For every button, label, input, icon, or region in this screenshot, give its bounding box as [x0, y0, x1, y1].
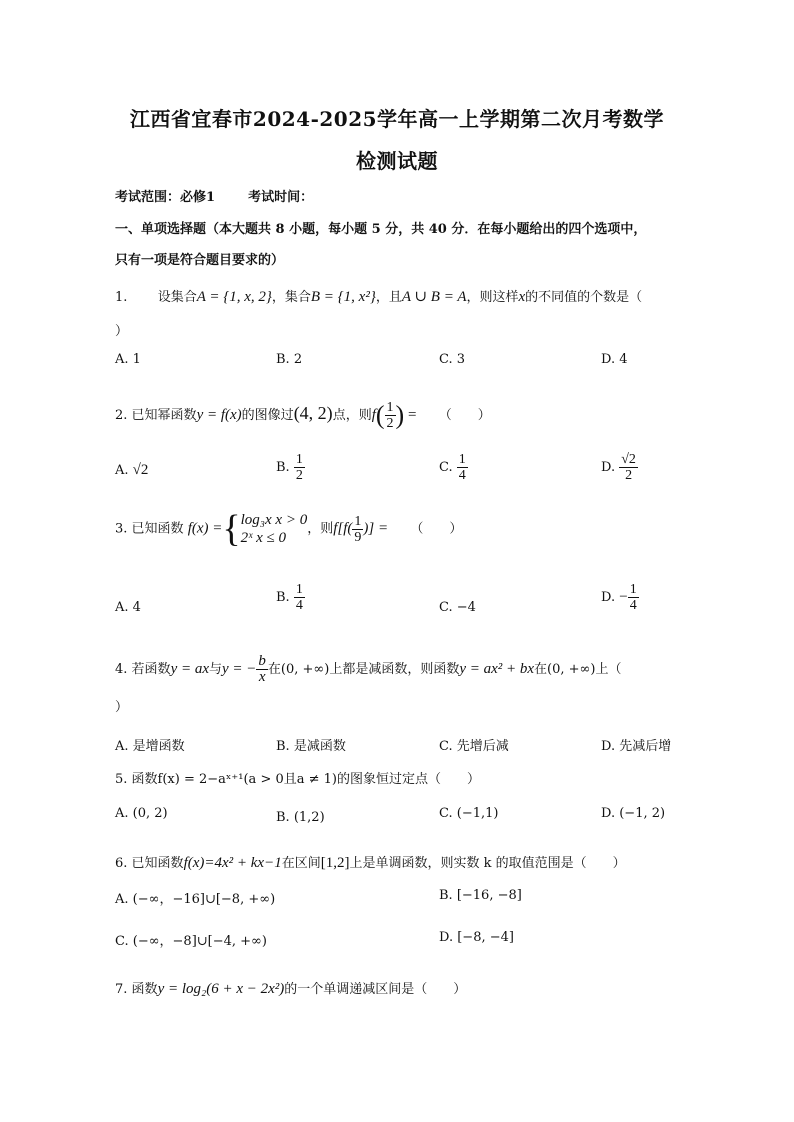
numerator: 1	[295, 582, 303, 597]
option-label: B.	[276, 460, 290, 475]
question-3	[115, 510, 754, 548]
question-3-number: 3.	[115, 521, 128, 537]
question-6-text: 已知函数	[131, 856, 184, 871]
question-1-text: 设集合	[157, 290, 197, 305]
question-5-text: 函数f(x) = 2−aˣ⁺¹(a > 0且a ≠ 1)的图象恒过定点（ ）	[131, 772, 480, 787]
denominator: 2	[386, 416, 394, 431]
question-7-text: 函数	[131, 982, 158, 997]
exam-title-line1: 江西省宜春市2024-2025学年高一上学期第二次月考数学	[129, 107, 665, 131]
piecewise-cases	[241, 511, 308, 547]
q4-option-b[interactable]: B. 是减函数	[276, 739, 346, 754]
question-4-close-paren: ）	[115, 700, 129, 715]
q4-option-a[interactable]: A. 是增函数	[115, 739, 185, 754]
case-1: log₃x x > 0	[240, 512, 308, 528]
question-6-text: 在区间	[281, 856, 321, 871]
option-fraction	[628, 582, 639, 613]
q1-option-c[interactable]: C. 3	[439, 352, 466, 367]
fraction	[256, 654, 268, 685]
quadratic-function: f(x)=4x² + kx−1	[183, 855, 282, 871]
option-label: A.	[115, 463, 129, 478]
minus-sign: −	[619, 589, 628, 605]
variable-x: x	[518, 289, 526, 305]
power-function: y = f(x)	[196, 407, 242, 423]
q6-option-b[interactable]: B. [−16, −8]	[439, 888, 522, 903]
q2-option-b[interactable]	[276, 452, 305, 483]
set-a: A = {1, x, 2}	[196, 289, 272, 305]
log-function: y = log₂(6 + x − 2x²)	[157, 981, 285, 997]
q2-option-c[interactable]	[439, 452, 468, 483]
q3-option-b[interactable]	[276, 582, 305, 613]
denominator: 9	[354, 529, 362, 545]
fraction	[352, 514, 363, 545]
question-1-text: ，集合	[271, 290, 311, 305]
case-2: 2ˣ x ≤ 0	[240, 530, 287, 546]
equals: =	[404, 407, 417, 423]
question-6	[115, 852, 754, 872]
option-value: √2	[132, 462, 149, 478]
question-5	[115, 768, 754, 787]
section-heading-b: 只有一项是符合题目要求的）	[115, 253, 285, 268]
q2-option-d[interactable]	[601, 452, 638, 483]
question-2-text: 已知幂函数	[131, 408, 197, 423]
q4-option-d[interactable]: D. 先减后增	[601, 739, 672, 754]
numerator: 1	[354, 513, 362, 529]
numerator: 1	[386, 400, 394, 415]
left-paren: (	[375, 400, 385, 430]
q1-option-a[interactable]: A. 1	[115, 352, 141, 367]
question-4-text: 在(0, +∞)上都是减函数，则函数	[267, 662, 460, 677]
question-1-text: ，且	[375, 290, 402, 305]
numerator: 1	[458, 452, 466, 467]
option-fraction	[457, 452, 468, 483]
section-heading-a: 一、单项选择题（本大题共 8 小题，每小题 5 分，共 40 分．在每小题给出的四个选项中，	[115, 222, 647, 237]
question-2	[115, 400, 754, 431]
q6-option-c[interactable]: C. (−∞，−8]∪[−4, +∞)	[115, 934, 267, 949]
question-4-text: 在(0, +∞)上（	[534, 662, 622, 677]
q6-option-d[interactable]: D. [−8, −4]	[439, 930, 514, 945]
answer-paren: （ ）	[410, 521, 463, 537]
question-6-text: 上是单调函数，则实数 k 的取值范围是（ ）	[349, 856, 626, 871]
interval: [1,2]	[320, 855, 350, 871]
denominator: x	[258, 669, 266, 685]
option-label: D.	[601, 460, 616, 475]
piecewise-function-name: f(x) =	[187, 520, 223, 537]
denominator: 4	[295, 598, 303, 613]
numerator: 1	[295, 452, 303, 467]
union-condition: A ∪ B = A	[401, 289, 467, 305]
q3-option-c[interactable]: C. −4	[439, 600, 476, 615]
question-1-close-paren: ）	[115, 324, 129, 339]
function-ax: y = ax	[170, 661, 209, 677]
option-label: C.	[439, 460, 453, 475]
question-4-text: 若函数	[131, 662, 171, 677]
denominator: 4	[629, 598, 637, 613]
q3-option-a[interactable]: A. 4	[115, 600, 141, 615]
q1-option-d[interactable]: D. 4	[601, 352, 628, 367]
fraction	[385, 400, 396, 431]
exam-scope: 考试范围：必修1	[115, 190, 216, 205]
option-fraction	[294, 452, 305, 483]
q5-option-a[interactable]: A. (0, 2)	[115, 806, 168, 821]
question-1-text: ，则这样	[466, 290, 519, 305]
question-6-number: 6.	[115, 856, 128, 871]
question-7-text: 的一个单调递减区间是（ ）	[284, 982, 467, 997]
question-3-text: 已知函数	[131, 521, 184, 537]
left-brace: {	[222, 508, 241, 550]
q5-option-b[interactable]: B. (1,2)	[276, 810, 325, 825]
option-fraction	[294, 582, 305, 613]
composite-close: )] =	[363, 520, 389, 537]
q5-option-d[interactable]: D. (−1, 2)	[601, 806, 666, 821]
option-label: B.	[276, 590, 290, 605]
option-label: D.	[601, 590, 616, 605]
composite-f: f[f(	[333, 520, 353, 537]
answer-paren: （ ）	[438, 408, 491, 423]
denominator: 2	[295, 468, 303, 483]
function-b-over-x: y = −	[222, 661, 257, 677]
q5-option-c[interactable]: C. (−1,1)	[439, 806, 499, 821]
numerator: b	[258, 653, 266, 669]
question-1	[115, 286, 754, 306]
quadratic-function: y = ax² + bx	[459, 661, 535, 677]
question-5-number: 5.	[115, 772, 128, 787]
question-4-number: 4.	[115, 662, 128, 677]
right-paren: )	[395, 400, 405, 430]
question-2-number: 2.	[115, 408, 128, 423]
question-2-text: 的图像过	[241, 408, 294, 423]
question-1-text: 的不同值的个数是（	[525, 290, 643, 305]
question-3-text: ，则	[307, 521, 334, 537]
point: (4, 2)	[293, 403, 333, 423]
numerator: 1	[629, 582, 637, 597]
option-fraction	[619, 452, 638, 483]
q6-option-a[interactable]: A. (−∞，−16]∪[−8, +∞)	[115, 892, 276, 907]
q3-option-d[interactable]	[601, 582, 639, 613]
denominator: 4	[458, 468, 466, 483]
q1-option-b[interactable]: B. 2	[276, 352, 303, 367]
exam-meta	[115, 186, 754, 205]
question-1-number: 1.	[115, 290, 128, 305]
question-7	[115, 978, 754, 998]
question-4-text: 与	[209, 662, 223, 677]
set-b: B = {1, x²}	[310, 289, 376, 305]
question-7-number: 7.	[115, 982, 128, 997]
question-2-text: 点，则	[332, 408, 372, 423]
exam-time: 考试时间：	[248, 190, 314, 205]
q2-option-a[interactable]	[115, 462, 148, 479]
f-symbol: f	[371, 407, 376, 423]
denominator: 2	[625, 468, 633, 483]
exam-title-line2: 检测试题	[356, 149, 438, 173]
numerator: √2	[621, 452, 636, 467]
q4-option-c[interactable]: C. 先增后减	[439, 739, 509, 754]
question-4	[115, 654, 754, 685]
